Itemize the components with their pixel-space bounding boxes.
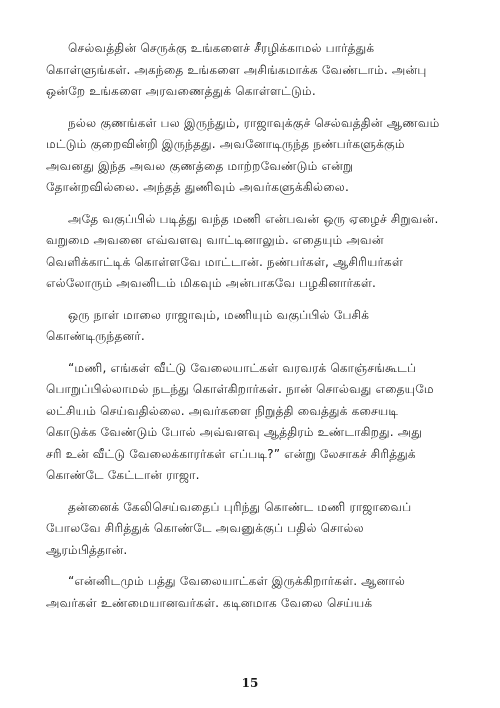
- text-line: அவர்கள் உண்மையானவர்கள். கடினமாக வேலை செய்யக்: [46, 595, 373, 610]
- text-line: நல்ல குணங்கள் பல இருந்தும், ராஜாவுக்குச் செல்வத்தின் ஆணவம்: [68, 115, 440, 130]
- text-line: எல்லோரும் அவனிடம் மிகவும் அன்பாகவே பழகினார்கள்.: [46, 276, 377, 290]
- text-line: போலவே சிரித்துக் கொண்டே அவனுக்குப் பதில் சொல்ல: [46, 521, 364, 535]
- paragraph-3: [46, 209, 466, 295]
- text-line: கொண்டிருந்தனர்.: [46, 329, 145, 343]
- text-line: சரி உன் வீட்டு வேலைக்காரர்கள் எப்படி?” என்று லேசாகச் சிரித்துக்: [46, 446, 416, 461]
- text-line: செல்வத்தின் செருக்கு உங்களைச் சீரழிக்காமல் பார்த்துக்: [68, 41, 375, 55]
- paragraph-6: [46, 497, 466, 562]
- text-line: தன்னைக் கேலிசெய்வதைப் புரிந்து கொண்ட மணி ராஜாவைப்: [68, 499, 412, 514]
- text-line: பொறுப்பில்லாமல் நடந்து கொள்கிறார்கள். நான் சொல்வது எதையுமே: [46, 382, 434, 396]
- text-line: லட்சியம் செய்வதில்லை. அவர்களை நிறுத்தி வைத்துக் கசையடி: [46, 403, 399, 418]
- text-line: ஒன்றே உங்களை அரவணைத்துக் கொள்ளட்டும்.: [46, 84, 316, 98]
- text-line: அவனது இந்த அவல குணத்தை மாற்றவேண்டும் என்று: [46, 158, 354, 173]
- text-line: ஆரம்பித்தான்.: [46, 542, 128, 557]
- text-line: வெளிக்காட்டிக் கொள்ளவே மாட்டான். நண்பர்கள், ஆசிரியர்கள்: [46, 254, 404, 269]
- text-line: “என்னிடமும் பத்து வேலையாட்கள் இருக்கிறார்கள். ஆனால்: [68, 574, 406, 588]
- text-line: வறுமை அவனை எவ்வளவு வாட்டினாலும். எதையும் அவன்: [46, 233, 384, 247]
- text-line: கொள்ளுங்கள். அகந்தை உங்களை அசிங்கமாக்க வேண்டாம். அன்பு: [46, 62, 427, 77]
- text-line: ஒரு நாள் மாலை ராஜாவும், மணியும் வகுப்பில் பேசிக்: [68, 307, 370, 322]
- paragraph-5: [46, 358, 466, 487]
- paragraph-2: [46, 113, 466, 199]
- text-line: மட்டும் குறைவின்றி இருந்தது. அவனோடிருந்த நண்பர்களுக்கும்: [46, 137, 405, 151]
- text-line: கொண்டே கேட்டான் ராஜா.: [46, 468, 200, 482]
- page-number: 15: [241, 676, 259, 690]
- text-line: அதே வகுப்பில் படித்து வந்த மணி என்பவன் ஒரு ஏழைச் சிறுவன்.: [68, 211, 439, 226]
- text-line: கொடுக்க வேண்டும் போல் அவ்வளவு ஆத்திரம் உண்டாகிறது. அது: [46, 425, 423, 439]
- text-line: தோன்றவில்லை. அந்தத் துணிவும் அவர்களுக்கில்லை.: [46, 180, 349, 194]
- text-line: “மணி, எங்கள் வீட்டு வேலையாட்கள் வரவரக் கொஞ்சங்கூடப்: [68, 360, 417, 375]
- paragraph-1: [46, 38, 466, 103]
- paragraph-7: [46, 571, 466, 614]
- paragraph-4: [46, 305, 466, 348]
- page-body: [46, 38, 466, 624]
